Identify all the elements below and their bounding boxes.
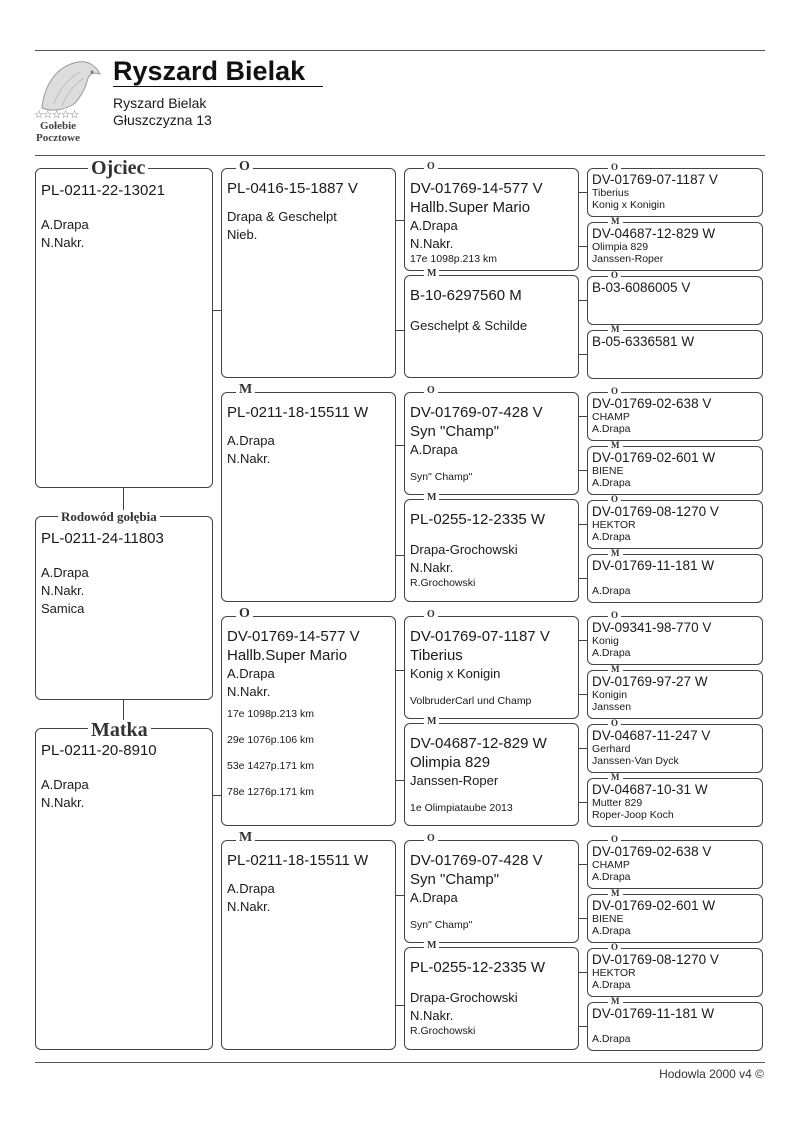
breeder: Roper-Joop Koch <box>592 809 674 821</box>
subject-color: N.Nakr. <box>41 583 85 598</box>
gen3-card-7[interactable] <box>404 840 579 943</box>
gen4-card-14[interactable] <box>587 894 763 943</box>
connector <box>213 310 221 311</box>
gen4-card-16[interactable] <box>587 1002 763 1051</box>
ring-number: DV-04687-12-829 W <box>592 226 716 241</box>
male-label: O <box>608 835 621 844</box>
connector <box>396 330 404 331</box>
female-label: M <box>608 665 623 674</box>
logo-text-2: Pocztowe <box>36 132 80 144</box>
ring-number: DV-01769-07-1187 V <box>592 172 718 187</box>
connector <box>579 802 587 803</box>
sire-sire-card[interactable] <box>221 168 396 378</box>
gen3-card-8[interactable] <box>404 947 579 1050</box>
pigeon-name: Hallb.Super Mario <box>410 199 531 216</box>
male-label: O <box>608 271 621 280</box>
gen4-card-2[interactable] <box>587 222 763 271</box>
male-label: O <box>608 611 621 620</box>
breeder: Drapa & Geschelpt <box>227 209 337 224</box>
title-underline <box>113 86 323 87</box>
race-result: 29e 1076p.106 km <box>227 734 314 746</box>
female-label: M <box>236 383 255 397</box>
pigeon-name: Mutter 829 <box>592 797 643 809</box>
ring-number: DV-09341-98-770 V <box>592 620 712 635</box>
connector <box>579 748 587 749</box>
breeder: A.Drapa <box>227 881 275 896</box>
connector <box>396 1005 404 1006</box>
ring-number: DV-01769-08-1270 V <box>592 952 719 967</box>
pigeon-name <box>592 1021 758 1033</box>
breeder: A.Drapa <box>227 433 275 448</box>
color: N.Nakr. <box>410 236 454 251</box>
ring-number: DV-01769-02-601 W <box>592 450 716 465</box>
ring-number: B-05-6336581 W <box>592 334 695 349</box>
pigeon-name: BIENE <box>592 465 624 477</box>
footer-rule <box>35 1062 765 1063</box>
note: VolbruderCarl und Champ <box>410 695 532 707</box>
pigeon-name: HEKTOR <box>592 967 636 979</box>
ring-number: DV-04687-12-829 W <box>410 735 547 752</box>
female-label: M <box>608 217 623 226</box>
father-card[interactable] <box>35 168 213 488</box>
ring-number: DV-01769-11-181 W <box>592 1006 715 1021</box>
female-label: M <box>424 269 439 279</box>
color: N.Nakr. <box>410 1008 454 1023</box>
breeder: Janssen-Roper <box>592 253 664 265</box>
pigeon-name: CHAMP <box>592 859 630 871</box>
ring-number: DV-01769-02-601 W <box>592 898 716 913</box>
race-result: 17e 1098p.213 km <box>227 708 314 720</box>
breeder: Drapa-Grochowski <box>410 542 518 557</box>
male-label: O <box>608 387 621 396</box>
gen4-card-13[interactable] <box>587 840 763 889</box>
pigeon-name <box>592 349 758 361</box>
color: N.Nakr. <box>410 560 454 575</box>
female-label: M <box>608 773 623 782</box>
note: R.Grochowski <box>410 577 476 589</box>
subject-ring: PL-0211-24-11803 <box>41 530 164 547</box>
dam-sire-card[interactable] <box>221 616 396 826</box>
ring-number: DV-01769-08-1270 V <box>592 504 719 519</box>
breeder: A.Drapa <box>592 477 631 489</box>
gen4-card-1[interactable] <box>587 168 763 217</box>
header-rule <box>35 155 765 156</box>
mother-ring: PL-0211-20-8910 <box>41 742 157 759</box>
breeder: A.Drapa <box>592 531 631 543</box>
pigeon-name: Syn "Champ" <box>410 871 500 888</box>
gen4-card-8[interactable] <box>587 554 763 603</box>
note: 17e 1098p.213 km <box>410 253 497 265</box>
pigeon-name: Gerhard <box>592 743 631 755</box>
breeder: Drapa-Grochowski <box>410 990 518 1005</box>
breeder: A.Drapa <box>410 442 458 457</box>
footer-credit: Hodowla 2000 v4 © <box>659 1067 764 1081</box>
ring-number: DV-01769-14-577 V <box>410 180 543 197</box>
ring-number: DV-01769-14-577 V <box>227 628 360 645</box>
connector <box>579 1026 587 1027</box>
connector <box>396 895 404 896</box>
breeder: Konig x Konigin <box>410 666 501 681</box>
female-label: M <box>608 549 623 558</box>
breeder: A.Drapa <box>592 1033 631 1045</box>
female-label: M <box>424 941 439 951</box>
top-rule <box>35 50 765 51</box>
gen3-card-5[interactable] <box>404 616 579 719</box>
race-result: 78e 1276p.171 km <box>227 786 314 798</box>
mother-breeder: A.Drapa <box>41 777 89 792</box>
ring-number: B-03-6086005 V <box>592 280 691 295</box>
gen3-card-6[interactable] <box>404 723 579 826</box>
connector <box>396 555 404 556</box>
male-label: O <box>608 719 621 728</box>
color: Nieb. <box>227 227 258 242</box>
connector <box>579 972 587 973</box>
ring-number: PL-0255-12-2335 W <box>410 959 546 976</box>
pigeon-name <box>592 295 758 307</box>
mother-label: Matka <box>88 720 151 740</box>
connector <box>579 640 587 641</box>
father-label: Ojciec <box>88 158 148 178</box>
pigeon-name: Hallb.Super Mario <box>227 647 348 664</box>
gen4-card-11[interactable] <box>587 724 763 773</box>
dam-dam-card[interactable] <box>221 840 396 1050</box>
connector <box>213 795 221 796</box>
pigeon-name <box>592 573 758 585</box>
pigeon-name: Tiberius <box>592 187 629 199</box>
connector <box>396 780 404 781</box>
ring-number: PL-0211-18-15511 W <box>227 404 369 421</box>
logo-text-1: Gołebie <box>40 120 77 132</box>
pigeon-name: Syn "Champ" <box>410 423 500 440</box>
gen4-card-10[interactable] <box>587 670 763 719</box>
breeder: Janssen-Roper <box>410 773 499 788</box>
owner-address: Głuszczyzna 13 <box>113 112 212 128</box>
owner-name: Ryszard Bielak <box>113 95 207 111</box>
father-breeder: A.Drapa <box>41 217 89 232</box>
breeder: Geschelpt & Schilde <box>410 318 528 333</box>
gen4-card-15[interactable] <box>587 948 763 997</box>
pigeon-name: Konigin <box>592 689 628 701</box>
color: N.Nakr. <box>227 684 271 699</box>
gen3-card-4[interactable] <box>404 499 579 602</box>
ring-number: DV-04687-10-31 W <box>592 782 708 797</box>
subject-card[interactable] <box>35 516 213 700</box>
gen4-card-12[interactable] <box>587 778 763 827</box>
connector <box>579 694 587 695</box>
male-label: O <box>424 610 438 620</box>
breeder: Konig x Konigin <box>592 199 665 211</box>
ring-number: DV-01769-07-428 V <box>410 404 543 421</box>
breeder: A.Drapa <box>592 871 631 883</box>
connector <box>579 578 587 579</box>
breeder: A.Drapa <box>592 585 631 597</box>
pigeon-name: BIENE <box>592 913 624 925</box>
pigeon-icon <box>34 56 106 116</box>
ring-number: DV-01769-07-1187 V <box>410 628 550 645</box>
page-title: Ryszard Bielak <box>113 56 306 86</box>
breeder: A.Drapa <box>592 925 631 937</box>
breeder: Janssen-Van Dyck <box>592 755 679 767</box>
female-label: M <box>424 493 439 503</box>
pigeon-name: HEKTOR <box>592 519 636 531</box>
gen3-card-3[interactable] <box>404 392 579 495</box>
male-label: O <box>608 163 621 172</box>
ring-number: PL-0255-12-2335 W <box>410 511 546 528</box>
father-ring: PL-0211-22-13021 <box>41 182 165 199</box>
pigeon-name: Tiberius <box>410 647 463 664</box>
connector <box>396 220 404 221</box>
gen4-card-4[interactable] <box>587 330 763 379</box>
logo-stars: ☆☆☆☆☆ <box>34 109 79 121</box>
subject-sex: Samica <box>41 601 85 616</box>
connector <box>579 192 587 193</box>
gen4-card-9[interactable] <box>587 616 763 665</box>
pigeon-name: CHAMP <box>592 411 630 423</box>
female-label: M <box>608 325 623 334</box>
gen3-card-2[interactable] <box>404 275 579 378</box>
pigeon-name: Olimpia 829 <box>410 754 491 771</box>
male-label: O <box>424 386 438 396</box>
gen3-card-1[interactable] <box>404 168 579 271</box>
ring-number: PL-0211-18-15511 W <box>227 852 369 869</box>
connector <box>396 670 404 671</box>
sire-dam-card[interactable] <box>221 392 396 602</box>
breeder: A.Drapa <box>592 647 631 659</box>
male-label: O <box>424 162 438 172</box>
connector <box>579 864 587 865</box>
connector <box>579 354 587 355</box>
female-label: M <box>608 441 623 450</box>
ring-number: DV-04687-11-247 V <box>592 728 711 743</box>
ring-number: DV-01769-97-27 W <box>592 674 708 689</box>
gen4-card-5[interactable] <box>587 392 763 441</box>
gen4-card-7[interactable] <box>587 500 763 549</box>
subject-breeder: A.Drapa <box>41 565 89 580</box>
pigeon-name: Olimpia 829 <box>592 241 649 253</box>
male-label: O <box>424 834 438 844</box>
male-label: O <box>236 607 253 621</box>
ring-number: DV-01769-11-181 W <box>592 558 715 573</box>
breeder: A.Drapa <box>592 979 631 991</box>
female-label: M <box>608 889 623 898</box>
note: R.Grochowski <box>410 1025 476 1037</box>
connector <box>579 918 587 919</box>
female-label: M <box>236 831 255 845</box>
note: Syn" Champ" <box>410 471 473 483</box>
gen4-card-3[interactable] <box>587 276 763 325</box>
breeder: A.Drapa <box>410 890 458 905</box>
pigeon-label: Rodowód gołębia <box>58 510 160 523</box>
color: N.Nakr. <box>227 451 271 466</box>
logo <box>34 56 106 148</box>
ring-number: DV-01769-02-638 V <box>592 844 712 859</box>
male-label: O <box>608 943 621 952</box>
male-label: O <box>608 495 621 504</box>
connector <box>579 470 587 471</box>
ring-number: DV-01769-02-638 V <box>592 396 712 411</box>
breeder: A.Drapa <box>410 218 458 233</box>
connector <box>396 445 404 446</box>
breeder: Janssen <box>592 701 632 713</box>
pigeon-name: Konig <box>592 635 619 647</box>
female-label: M <box>424 717 439 727</box>
ring-number: B-10-6297560 M <box>410 287 522 304</box>
mother-card[interactable] <box>35 728 213 1050</box>
ring-number: PL-0416-15-1887 V <box>227 180 358 197</box>
color: N.Nakr. <box>227 899 271 914</box>
father-color: N.Nakr. <box>41 235 85 250</box>
breeder: A.Drapa <box>592 423 631 435</box>
connector <box>579 300 587 301</box>
male-label: O <box>236 160 253 174</box>
race-result: 53e 1427p.171 km <box>227 760 314 772</box>
connector <box>579 246 587 247</box>
ring-number: DV-01769-07-428 V <box>410 852 543 869</box>
breeder: A.Drapa <box>227 666 275 681</box>
gen4-card-6[interactable] <box>587 446 763 495</box>
note: Syn" Champ" <box>410 919 473 931</box>
connector <box>579 524 587 525</box>
connector <box>579 416 587 417</box>
note: 1e Olimpiataube 2013 <box>410 802 513 814</box>
female-label: M <box>608 997 623 1006</box>
mother-color: N.Nakr. <box>41 795 85 810</box>
